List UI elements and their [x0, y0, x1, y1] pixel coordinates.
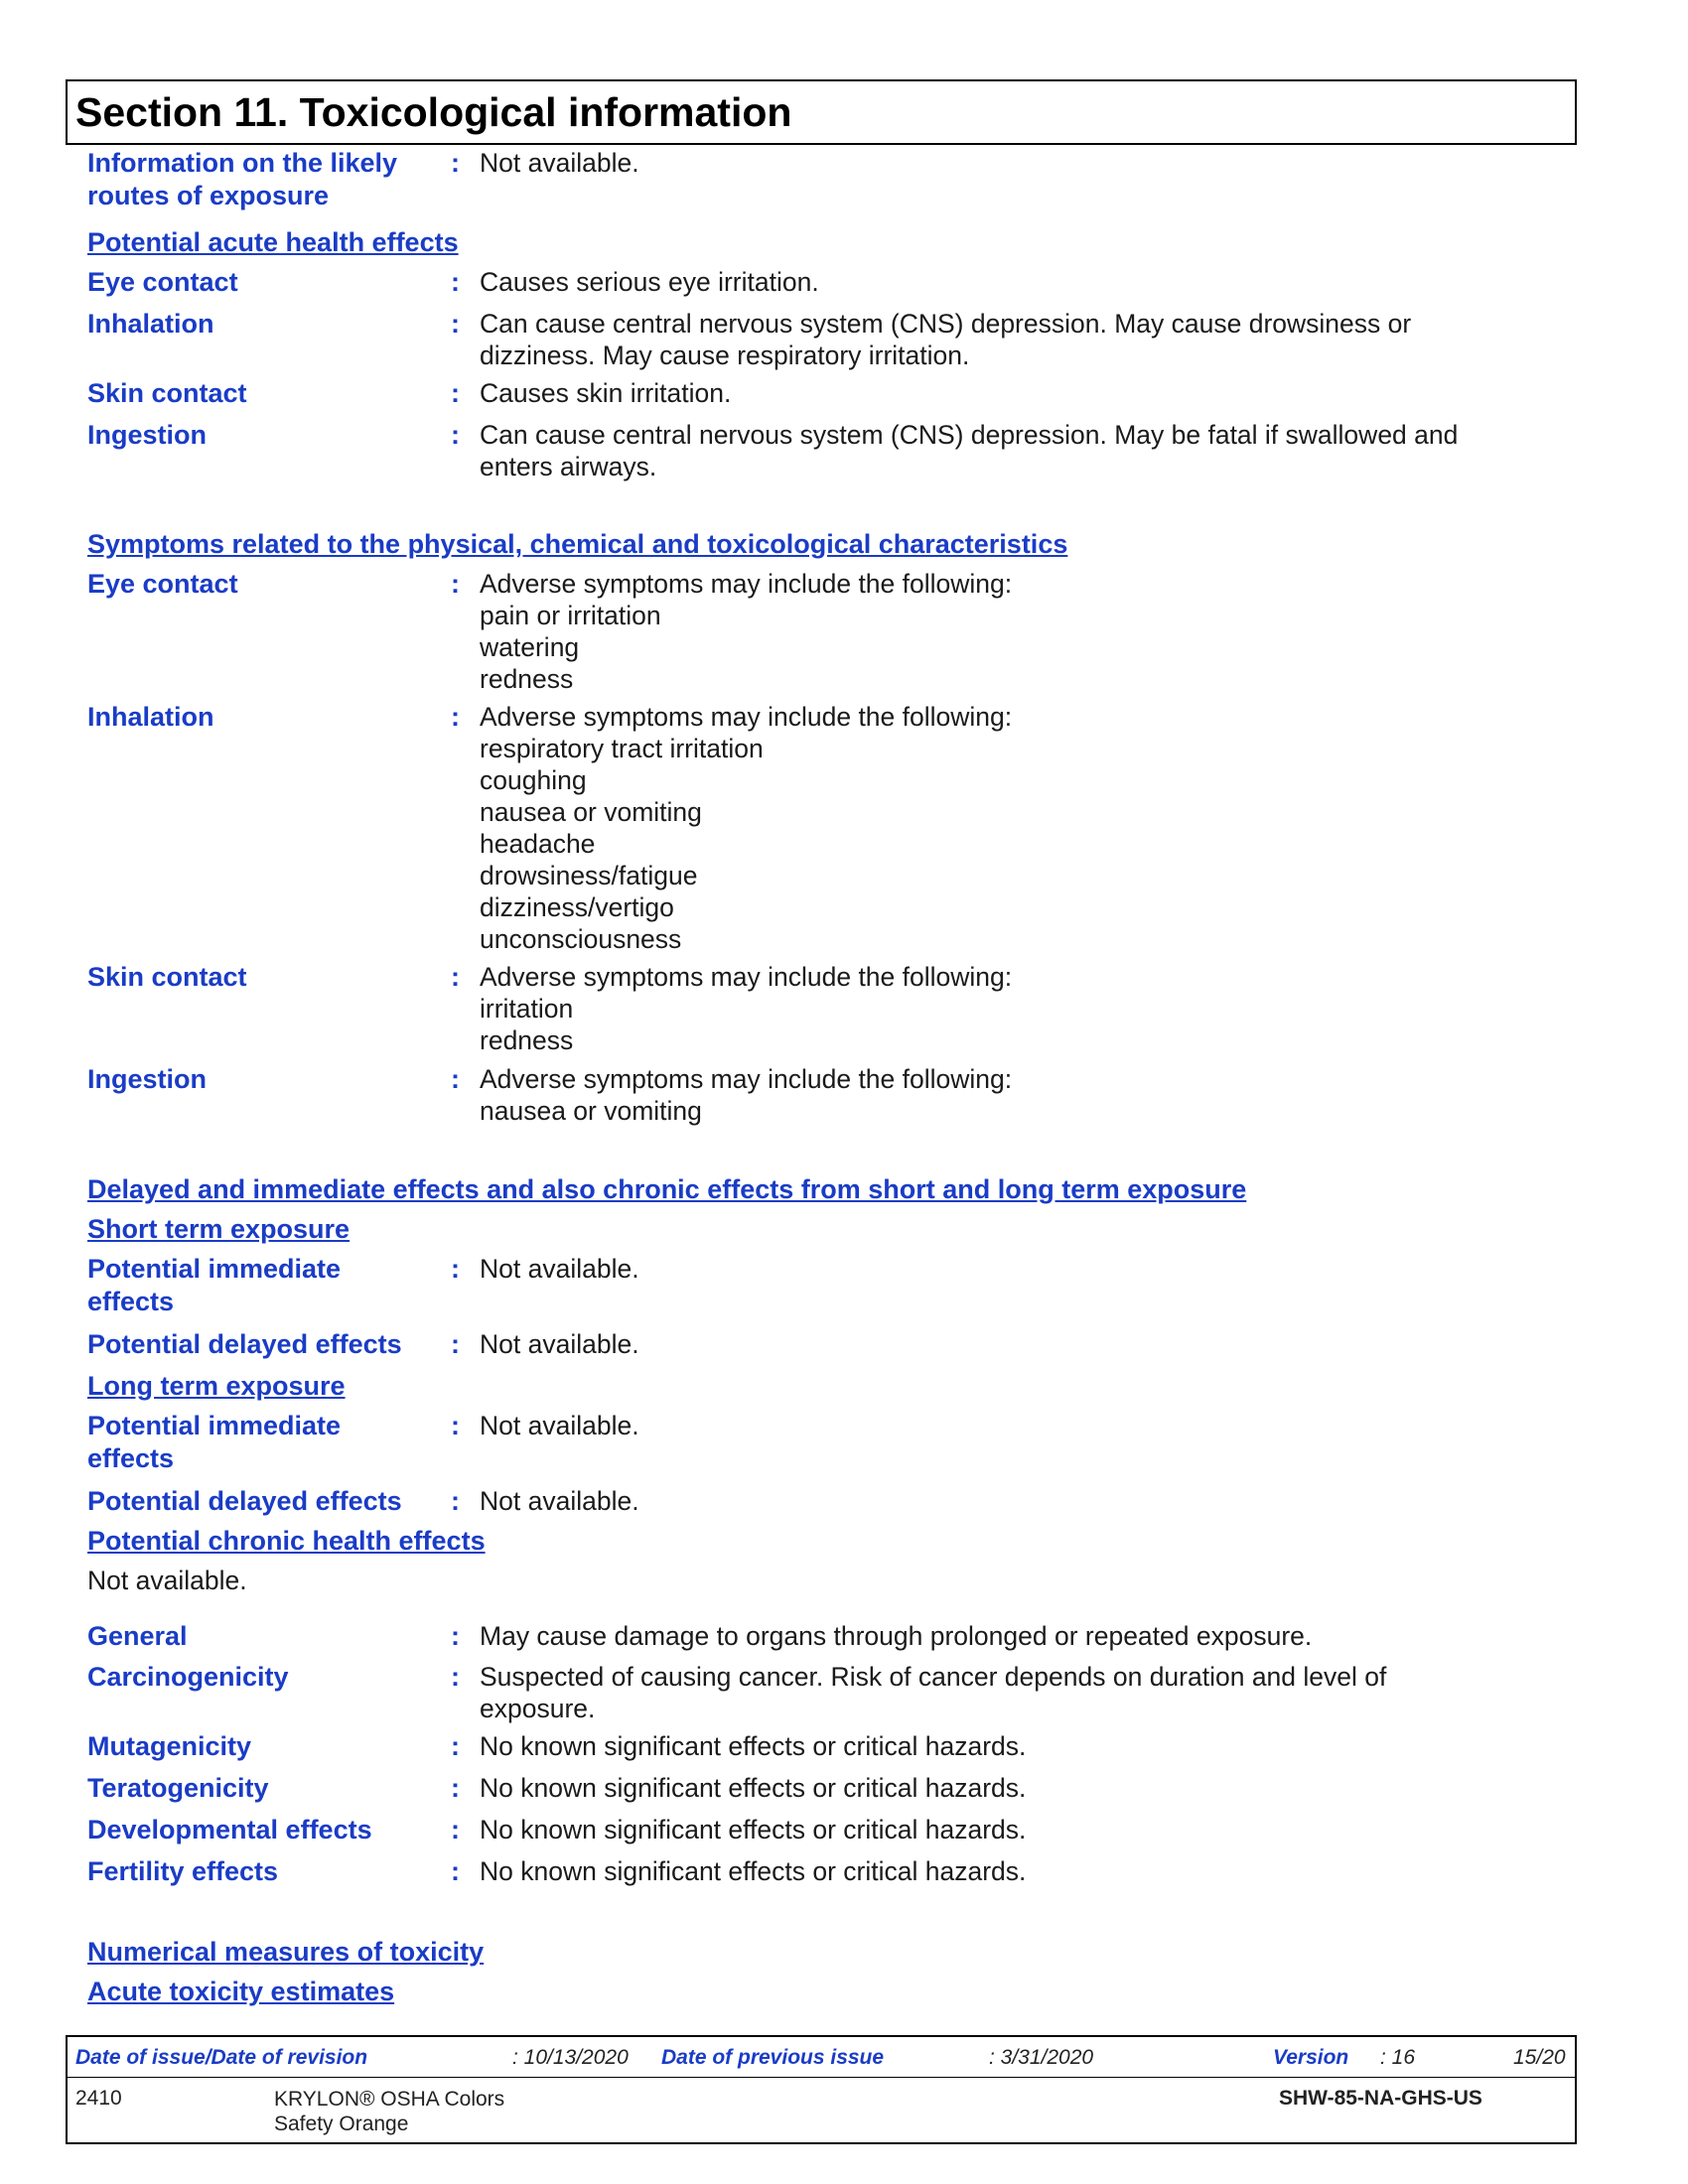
general-value: May cause damage to organs through prolonged or repeated exposure.	[480, 1621, 1313, 1651]
teratogenicity-value: No known significant effects or critical hazards.	[480, 1773, 1027, 1803]
colon: :	[451, 702, 460, 732]
routes-label: Information on the likely routes of exposure	[87, 148, 398, 210]
colon: :	[451, 1254, 460, 1284]
long-term-heading: Long term exposure	[87, 1371, 346, 1401]
version-label: Version	[1273, 2046, 1349, 2069]
developmental-label: Developmental effects	[87, 1815, 372, 1844]
version-value: : 16	[1380, 2046, 1416, 2069]
carcinogenicity-value: Suspected of causing cancer. Risk of cancer depends on duration and level of exposure.	[480, 1662, 1387, 1723]
long-immediate-label: Potential immediate effects	[87, 1411, 342, 1473]
symptoms-ingestion-value: Adverse symptoms may include the following: nausea or vomiting	[480, 1064, 1013, 1126]
previous-issue-value: : 3/31/2020	[989, 2046, 1094, 2069]
fertility-value: No known significant effects or critical hazards.	[480, 1856, 1027, 1886]
acute-inhalation-label: Inhalation	[87, 309, 214, 339]
product-name: KRYLON® OSHA Colors Safety Orange	[274, 2088, 505, 2135]
issue-date-label: Date of issue/Date of revision	[75, 2046, 368, 2069]
acute-ingestion-value: Can cause central nervous system (CNS) depression. May be fatal if swallowed and enters airways.	[480, 420, 1459, 481]
colon: :	[451, 1773, 460, 1803]
long-delayed-label: Potential delayed effects	[87, 1486, 402, 1516]
acute-ingestion-label: Ingestion	[87, 420, 207, 450]
acute-heading: Potential acute health effects	[87, 227, 459, 257]
colon: :	[451, 378, 460, 408]
colon: :	[451, 1064, 460, 1094]
numerical-heading: Numerical measures of toxicity	[87, 1937, 485, 1967]
colon: :	[451, 148, 460, 178]
footer-divider	[68, 2077, 1575, 2078]
short-immediate-value: Not available.	[480, 1254, 639, 1284]
acute-toxicity-heading: Acute toxicity estimates	[87, 1977, 395, 2006]
teratogenicity-label: Teratogenicity	[87, 1773, 269, 1803]
colon: :	[451, 962, 460, 992]
colon: :	[451, 1621, 460, 1651]
carcinogenicity-label: Carcinogenicity	[87, 1662, 289, 1692]
colon: :	[451, 420, 460, 450]
colon: :	[451, 1486, 460, 1516]
long-immediate-value: Not available.	[480, 1411, 639, 1440]
chronic-heading: Potential chronic health effects	[87, 1526, 486, 1556]
colon: :	[451, 1329, 460, 1359]
long-delayed-value: Not available.	[480, 1486, 639, 1516]
short-term-heading: Short term exposure	[87, 1214, 351, 1244]
colon: :	[451, 1856, 460, 1886]
symptoms-eye-value: Adverse symptoms may include the following: pain or irritation watering redness	[480, 569, 1013, 694]
acute-skin-label: Skin contact	[87, 378, 247, 408]
acute-eye-label: Eye contact	[87, 267, 238, 297]
symptoms-heading: Symptoms related to the physical, chemical and toxicological characteristics	[87, 529, 1068, 559]
page-number: 15/20	[1513, 2046, 1566, 2069]
colon: :	[451, 267, 460, 297]
mutagenicity-value: No known significant effects or critical hazards.	[480, 1731, 1027, 1761]
page-title: Section 11. Toxicological information	[75, 89, 792, 135]
symptoms-inhalation-label: Inhalation	[87, 702, 214, 732]
section-title-box	[66, 79, 1577, 145]
fertility-label: Fertility effects	[87, 1856, 279, 1886]
symptoms-inhalation-value: Adverse symptoms may include the following: respiratory tract irritation coughing nausea or vomiting headache drowsiness/fatigue dizziness/vertigo unconsciousness	[480, 702, 1013, 954]
page-footer	[66, 2035, 1577, 2144]
colon: :	[451, 1662, 460, 1692]
short-delayed-label: Potential delayed effects	[87, 1329, 402, 1359]
chronic-value: Not available.	[87, 1566, 247, 1595]
symptoms-skin-value: Adverse symptoms may include the following: irritation redness	[480, 962, 1013, 1055]
issue-date-value: : 10/13/2020	[512, 2046, 629, 2069]
acute-eye-value: Causes serious eye irritation.	[480, 267, 819, 297]
short-delayed-value: Not available.	[480, 1329, 639, 1359]
colon: :	[451, 569, 460, 599]
acute-inhalation-value: Can cause central nervous system (CNS) depression. May cause drowsiness or dizziness. May cause respiratory irritation.	[480, 309, 1412, 370]
developmental-value: No known significant effects or critical hazards.	[480, 1815, 1027, 1844]
symptoms-eye-label: Eye contact	[87, 569, 238, 599]
acute-skin-value: Causes skin irritation.	[480, 378, 732, 408]
colon: :	[451, 1815, 460, 1844]
mutagenicity-label: Mutagenicity	[87, 1731, 252, 1761]
short-immediate-label: Potential immediate effects	[87, 1254, 342, 1316]
document-code: SHW-85-NA-GHS-US	[1279, 2087, 1482, 2110]
symptoms-skin-label: Skin contact	[87, 962, 247, 992]
general-label: General	[87, 1621, 188, 1651]
symptoms-ingestion-label: Ingestion	[87, 1064, 207, 1094]
routes-value: Not available.	[480, 148, 639, 178]
colon: :	[451, 1731, 460, 1761]
previous-issue-label: Date of previous issue	[661, 2046, 885, 2069]
product-code: 2410	[75, 2087, 122, 2110]
colon: :	[451, 309, 460, 339]
delayed-heading: Delayed and immediate effects and also chronic effects from short and long term exposure	[87, 1174, 1247, 1204]
colon: :	[451, 1411, 460, 1440]
